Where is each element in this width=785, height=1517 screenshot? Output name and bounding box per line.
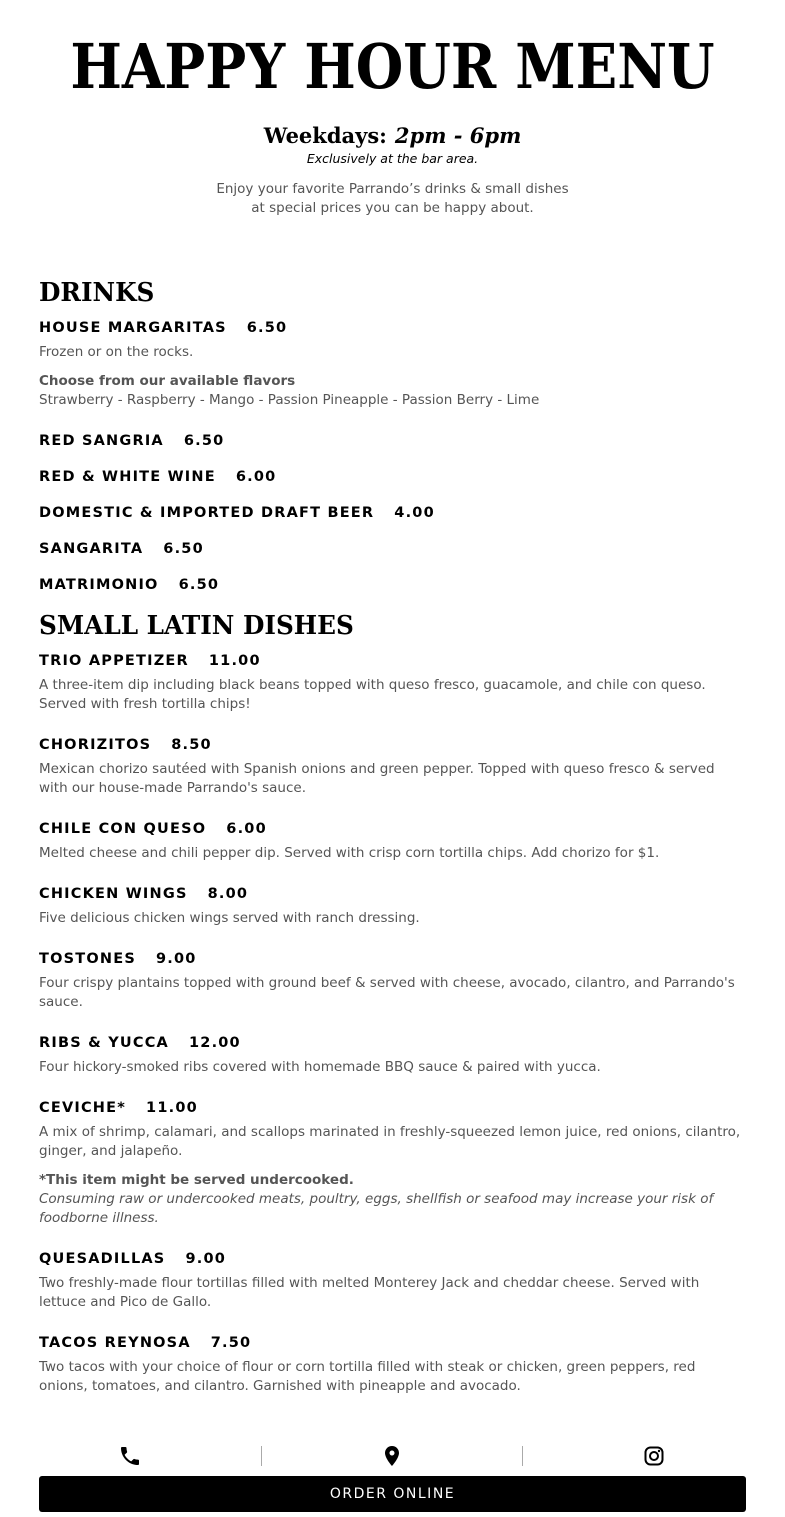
dish-name: TRIO APPETIZER [39,653,189,669]
dish-name: RIBS & YUCCA [39,1035,169,1051]
drink-price: 6.50 [183,433,225,449]
dish-item-title [39,884,248,904]
drink-name: DOMESTIC & IMPORTED DRAFT BEER [39,505,375,521]
dish-price: 6.00 [226,821,267,837]
drink-price: 6.00 [235,469,277,485]
order-online-button[interactable]: ORDER ONLINE [39,1476,746,1512]
drink-item-title [39,318,287,338]
dish-name: CHORIZITOS [39,737,152,753]
drink-price: 6.50 [246,320,288,336]
dishes-section-title: SMALL LATIN DISHES [39,611,354,641]
dish-price: 9.00 [185,1251,227,1267]
hours-days: Weekdays: [263,123,387,148]
dish-description: A mix of shrimp, calamari, and scallops marinated in freshly-squeezed lemon juice, red onions, cilantro, ginger, and jalapeño. [39,1124,741,1159]
drink-item-title [39,503,435,523]
dish-price: 11.00 [146,1100,198,1116]
dish-description: Five delicious chicken wings served with ranch dressing. [39,910,420,926]
bar-area-note: Exclusively at the bar area. [306,151,479,166]
dish-item-title [39,819,267,839]
footer-divider [522,1446,523,1466]
instagram-icon[interactable] [642,1444,666,1468]
hours-time: 2pm - 6pm [394,123,522,148]
drink-item-title [39,575,219,595]
undercooked-warning: *This item might be served undercooked. [39,1172,354,1188]
intro-text: Enjoy your favorite Parrando’s drinks & small dishes at special prices you can be happy about. [216,181,569,216]
dish-item-title [39,735,212,755]
dish-name: QUESADILLAS [39,1251,166,1267]
phone-icon[interactable] [118,1444,142,1468]
flavors-label: Choose from our available flavors [39,373,296,389]
drink-price: 6.50 [163,541,204,557]
dish-description: Four hickory-smoked ribs covered with homemade BBQ sauce & paired with yucca. [39,1059,601,1075]
dish-name: CHILE CON QUESO [39,821,207,837]
dish-item-title [39,651,261,671]
drink-name: SANGARITA [39,541,144,557]
drink-price: 4.00 [394,505,435,521]
happy-hour-hours [0,122,785,150]
dish-item-title [39,1333,251,1353]
drink-name: RED & WHITE WINE [39,469,216,485]
footer-contact-bar [0,1440,785,1472]
drink-item-title [39,467,276,487]
page-title: HAPPY HOUR MENU [70,30,715,103]
drink-name: HOUSE MARGARITAS [39,320,227,336]
dish-description: Two freshly-made flour tortillas filled with melted Monterey Jack and cheddar cheese. Served with lettuce and Pico de Gallo. [39,1275,700,1310]
drink-description: Frozen or on the rocks. [39,344,194,360]
dish-description: Two tacos with your choice of flour or corn tortilla filled with steak or chicken, green peppers, red onions, tomatoes, and cilantro. Garnished with pineapple and avocado. [39,1359,696,1394]
dish-price: 9.00 [155,951,197,967]
flavors-list: Strawberry - Raspberry - Mango - Passion Pineapple - Passion Berry - Lime [39,392,540,408]
location-pin-icon[interactable] [380,1444,404,1468]
drinks-section-title: DRINKS [39,278,155,308]
dish-description: Mexican chorizo sautéed with Spanish onions and green pepper. Topped with queso fresco & served with our house-made Parrando's sauce. [39,761,715,796]
dish-price: 11.00 [208,653,261,669]
dish-description: A three-item dip including black beans topped with queso fresco, guacamole, and chile con queso. Served with fresh tortilla chips! [39,677,706,712]
dish-description: Four crispy plantains topped with ground beef & served with cheese, avocado, cilantro, and Parrando's sauce. [39,975,735,1010]
drink-item-title [39,431,224,451]
dish-item-title [39,1098,198,1118]
drink-item-title [39,539,204,559]
dish-name: TOSTONES [39,951,136,967]
dish-item-title [39,949,197,969]
dish-name: CHICKEN WINGS [39,886,188,902]
dish-price: 8.50 [171,737,212,753]
drink-price: 6.50 [178,577,220,593]
drink-name: RED SANGRIA [39,433,164,449]
footer-divider [261,1446,262,1466]
dish-price: 7.50 [210,1335,252,1351]
dish-name: CEVICHE* [39,1100,127,1116]
undercooked-warning-detail: Consuming raw or undercooked meats, poultry, eggs, shellfish or seafood may increase your risk of foodborne illness. [39,1191,714,1226]
dish-item-title [39,1249,226,1269]
drink-name: MATRIMONIO [39,577,159,593]
dish-name: TACOS REYNOSA [39,1335,191,1351]
dish-price: 12.00 [188,1035,241,1051]
dish-item-title [39,1033,241,1053]
dish-price: 8.00 [207,886,249,902]
dish-description: Melted cheese and chili pepper dip. Served with crisp corn tortilla chips. Add chorizo for $1. [39,845,660,861]
